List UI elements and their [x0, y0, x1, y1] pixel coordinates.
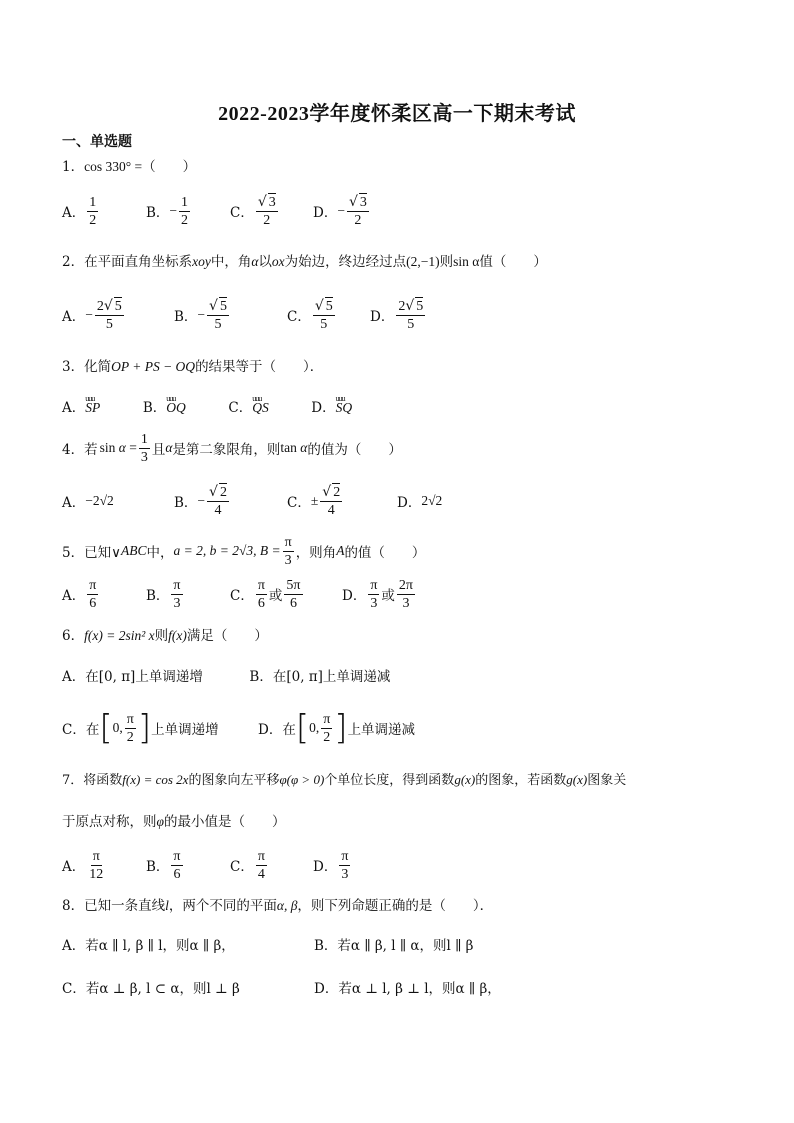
question-5-options — [62, 574, 762, 614]
option-a[interactable]: A． $\frac{1}{2}$ — [62, 194, 97, 228]
question-2-options — [62, 295, 762, 335]
option-c[interactable]: C． $\frac{√ 3}{2}$ — [230, 194, 276, 228]
option-a[interactable]: A． $\frac{\pi}{12}$ — [62, 848, 104, 882]
option-b[interactable]: B． − $\frac{√ 2}{4}$ — [174, 484, 227, 518]
option-c[interactable]: C．若α ⊥ β, l ⊂ α，则l ⊥ β — [62, 981, 240, 997]
option-d[interactable]: D．若α ⊥ l, β ⊥ l，则α ∥ β， — [314, 981, 501, 997]
option-b[interactable]: B．若α ∥ β, l ∥ α，则l ∥ β — [314, 938, 474, 954]
option-c[interactable]: C． ± $\frac{√ 2}{4}$ — [287, 484, 341, 518]
option-a[interactable]: A． −2√2 — [62, 493, 114, 511]
question-1: 1．cos 330° =（ ） — [62, 159, 197, 175]
option-c[interactable]: C． $\frac{√ 5}{5}$ — [287, 298, 333, 332]
question-8: 8．已知一条直线l，两个不同的平面α, β，则下列命题正确的是（ ）． — [62, 898, 494, 914]
section-heading: 一、单选题 — [62, 134, 132, 150]
option-d[interactable]: D． $\frac{2√ 5}{5}$ — [370, 298, 424, 332]
option-c[interactable]: C． $\frac{\pi}{6}$ 或 $\frac{5\pi}{6}$ — [230, 577, 301, 611]
option-d[interactable]: D．在 [ 0, $\frac{\pi}{2}$ ] 上单调递减 — [258, 708, 416, 748]
option-a[interactable]: A．uuu SP — [62, 400, 100, 416]
option-a[interactable]: A．若α ∥ l, β ∥ l，则α ∥ β， — [62, 938, 235, 954]
option-a[interactable]: A．在[0, π]上单调递增 — [62, 669, 203, 685]
question-6-options-cd — [62, 708, 762, 748]
question-8-options-ab — [62, 937, 235, 955]
question-4-options — [62, 481, 762, 521]
option-d[interactable]: D． − $\frac{√ 3}{2}$ — [313, 194, 367, 228]
question-3-options — [62, 399, 352, 417]
question-5: 5．已知∨ ABC 中， a = 2, b = 2√3, B = $\frac{\pi}{3}$ ，则角 A 的值（ ） — [62, 534, 426, 568]
question-1-options — [62, 191, 762, 231]
question-2: 2．在平面直角坐标系xoy中，角α以ox为始边，终边经过点(2,−1)则sin α值（ ） — [62, 254, 547, 270]
option-a[interactable]: A． − $\frac{2√ 5}{5}$ — [62, 298, 122, 332]
option-d[interactable]: D． 2√2 — [397, 493, 443, 511]
option-d[interactable]: D．uuu SQ — [311, 400, 352, 416]
question-6: 6．f(x) = 2sin² x则f(x)满足（ ） — [62, 628, 268, 644]
option-c[interactable]: C． $\frac{\pi}{4}$ — [230, 848, 265, 882]
question-7-options — [62, 845, 762, 885]
question-3: 3．化简OP + PS − OQ的结果等于（ ）． — [62, 359, 324, 375]
question-6-options-ab — [62, 668, 390, 686]
option-d[interactable]: D． $\frac{\pi}{3}$ 或 $\frac{2\pi}{3}$ — [342, 577, 413, 611]
question-7-line-1: 7．将函数f(x) = cos 2x的图象向左平移φ(φ > 0)个单位长度，得到函数g(x)的图象，若函数g(x)图象关 — [62, 772, 627, 788]
question-4: 4．若 sin α = $\frac{1}{3}$ 且 α 是第二象限角，则 tan α 的值为（ ） — [62, 431, 402, 465]
option-d[interactable]: D． $\frac{\pi}{3}$ — [313, 848, 349, 882]
option-b[interactable]: B．uuu OQ — [143, 400, 186, 416]
question-7-line-2: 于原点对称，则φ的最小值是（ ） — [62, 814, 286, 830]
exam-title: 2022-2023学年度怀柔区高一下期末考试 — [218, 103, 576, 125]
option-b[interactable]: B． $\frac{\pi}{6}$ — [146, 848, 181, 882]
option-b[interactable]: B．在[0, π]上单调递减 — [249, 669, 391, 685]
option-b[interactable]: B． − $\frac{√ 5}{5}$ — [174, 298, 227, 332]
option-c[interactable]: C．在 [ 0, $\frac{\pi}{2}$ ] 上单调递增 — [62, 708, 219, 748]
option-a[interactable]: A． $\frac{\pi}{6}$ — [62, 577, 97, 611]
option-b[interactable]: B． $\frac{\pi}{3}$ — [146, 577, 181, 611]
option-c[interactable]: C．uuu QS — [228, 400, 268, 416]
option-b[interactable]: B． − $\frac{1}{2}$ — [146, 194, 189, 228]
